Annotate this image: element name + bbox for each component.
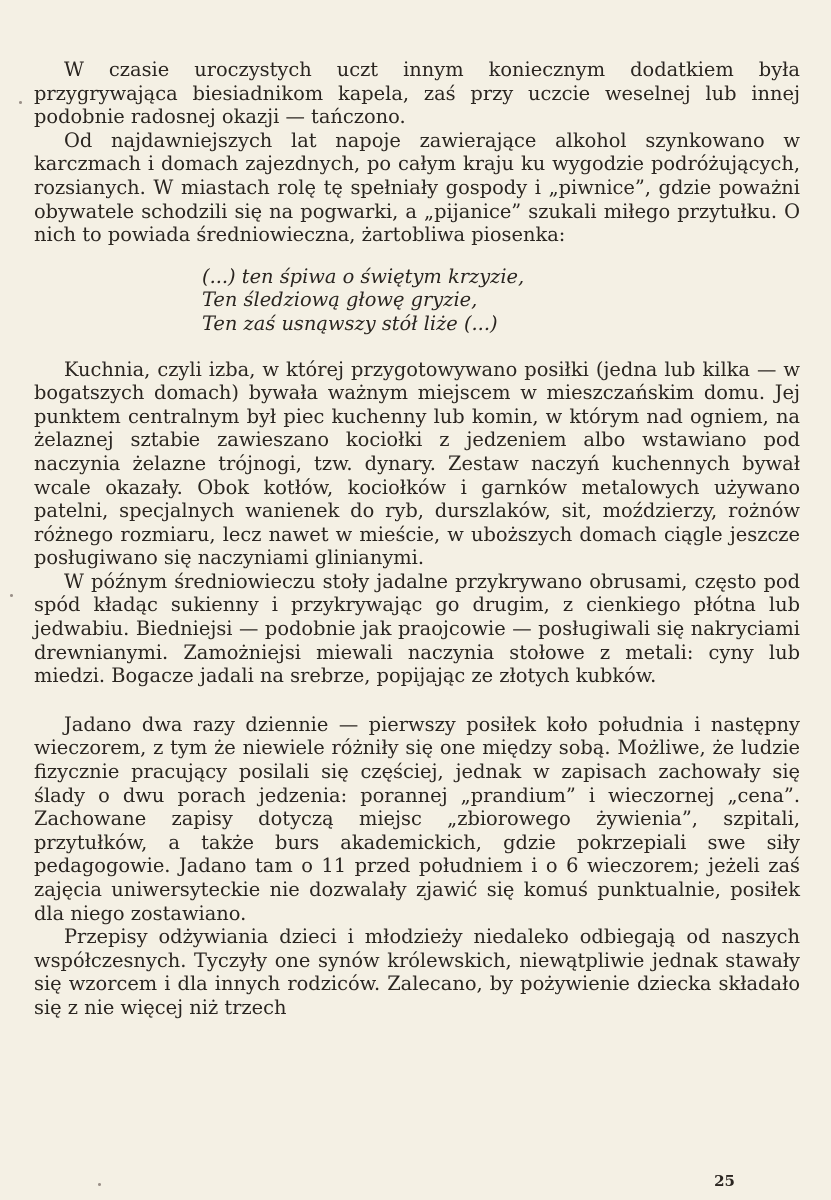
book-page <box>34 58 800 1020</box>
paragraph-mealtimes: Jadano dwa razy dziennie — pierwszy posiłek koło południa i następny wieczorem, z tym że niewiele różniły się one między sobą. Możliwe, że ludzie fizycznie pracujący posilali się częściej, jednak w zapisach zachowały się ślady o dwu porach jedzenia: porannej „prandium” i wieczornej „cena”. Zachowane zapisy dotyczą miejsc „zbiorowego żywienia”, szpitali, przytułków, a także burs akademickich, gdzie pokrzepiali swe siły pedagogowie. Jadano tam o 11 przed południem i o 6 wieczorem; jeżeli zaś zajęcia uniwersyteckie nie dozwalały zjawić się komuś punktualnie, posiłek dla niego zostawiano. <box>34 712 800 925</box>
paragraph-tables: W późnym średniowieczu stoły jadalne przykrywano obrusami, często pod spód kładąc sukienny i przykrywając go drugim, z cienkiego płótna lub jedwabiu. Biedniejsi — podobnie jak praojcowie — posługiwali się nakryciami drewnianymi. Zamożniejsi miewali naczynia stołowe z metali: cyny lub miedzi. Bogacze jadali na srebrze, popijając ze złotych kubków. <box>34 569 800 688</box>
paper-speck <box>10 594 13 597</box>
verse-quote <box>202 265 800 336</box>
page-number: 25 <box>714 1172 735 1190</box>
paper-speck <box>19 101 22 104</box>
verse-line: Ten śledziową głowę gryzie, <box>202 288 478 312</box>
paragraph-taverns: Od najdawniejszych lat napoje zawierające alkohol szynkowano w karczmach i domach zajezdnych, po całym kraju ku wygodzie podróżujących, rozsianych. W miastach rolę tę spełniały gospody i „piwnice”, gdzie poważni obywatele schodzili się na pogwarki, a „pijanice” szukali miłego przytułku. O nich to powiada średniowieczna, żartobliwa piosenka: <box>34 128 800 247</box>
verse-line: (...) ten śpiwa o świętym krzyzie, <box>202 264 525 288</box>
paragraph-kitchen: Kuchnia, czyli izba, w której przygotowywano posiłki (jedna lub kilka — w bogatszych domach) bywała ważnym miejscem w mieszczańskim domu. Jej punktem centralnym był piec kuchenny lub komin, w którym nad ogniem, na żelaznej sztabie zawieszano kociołki z jedzeniem albo wstawiano pod naczynia żelazne trójnogi, tzw. dynary. Zestaw naczyń kuchennych bywał wcale okazały. Obok kotłów, kociołków i garnków metalowych używano patelni, specjalnych wanienek do ryb, durszlaków, sit, moździerzy, rożnów różnego rozmiaru, lecz nawet w mieście, w uboższych domach ciągle jeszcze posługiwano się naczyniami glinianymi. <box>34 357 800 570</box>
verse-line: Ten zaś usnąwszy stół liże (...) <box>202 311 498 335</box>
section-gap <box>34 688 800 713</box>
paragraph-children-diet: Przepisy odżywiania dzieci i młodzieży niedaleko odbiegają od naszych współczesnych. Tyczyły one synów królewskich, niewątpliwie jednak stawały się wzorcem i dla innych rodziców. Zalecano, by pożywienie dziecka składało się z nie więcej niż trzech <box>34 925 800 1019</box>
paragraph-feasts-music: W czasie uroczystych uczt innym koniecznym dodatkiem była przygrywająca biesiadnikom kapela, zaś przy uczcie weselnej lub innej podobnie radosnej okazji — tańczono. <box>34 58 800 129</box>
paper-speck <box>98 1183 101 1186</box>
